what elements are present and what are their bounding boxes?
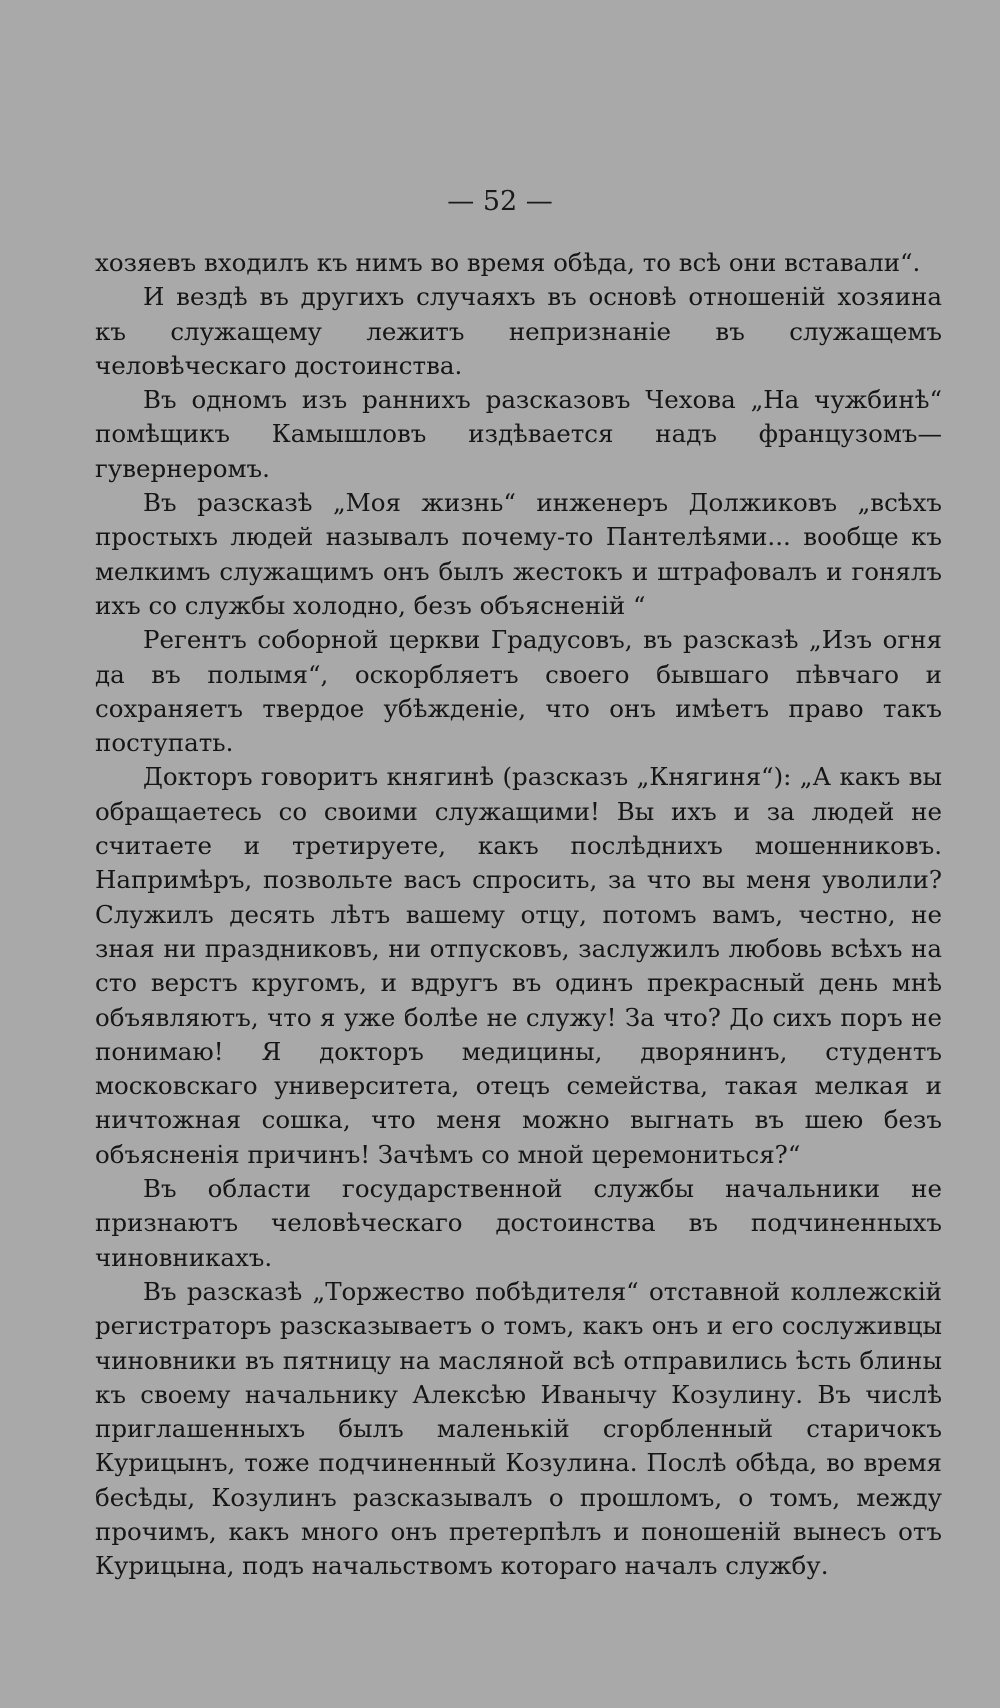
paragraph: Въ разсказѣ „Моя жизнь“ инженеръ Должиковъ „всѣхъ простыхъ людей называлъ почему-то Пантелѣями... вообще къ мелкимъ служащимъ онъ былъ жестокъ и штрафовалъ и гонялъ ихъ со службы холодно, безъ объясненiй “ [95, 488, 942, 620]
paragraph: Въ одномъ изъ раннихъ разсказовъ Чехова „На чужбинѣ“ помѣщикъ Камышловъ издѣвается надъ французомъ—гувернеромъ. [95, 385, 942, 483]
page-number: — 52 — [447, 186, 553, 217]
paragraph: Регентъ соборной церкви Градусовъ, въ разсказѣ „Изъ огня да въ полымя“, оскорбляетъ своего бывшаго пѣвчаго и сохраняетъ твердое убѣжденiе, что онъ имѣетъ право такъ поступать. [95, 625, 942, 758]
paragraph: И вездѣ въ другихъ случаяхъ въ основѣ отношенiй хозяина къ служащему лежитъ непризнанiе въ служащемъ человѣческаго достоинства. [95, 282, 942, 380]
paragraph: Докторъ говоритъ княгинѣ (разсказъ „Княгиня“): „А какъ вы обращаетесь со своими служащими! Вы ихъ и за людей не считаете и третируете, какъ послѣднихъ мошенниковъ. Напримѣръ, позвольте васъ спросить, за что вы меня уволили? Служилъ десять лѣтъ вашему отцу, потомъ вамъ, честно, не зная ни праздниковъ, ни отпусковъ, заслужилъ любовь всѣхъ на сто верстъ кругомъ, и вдругъ въ одинъ прекрасный день мнѣ объявляютъ, что я уже болѣе не служу! За что? До сихъ поръ не понимаю! Я докторъ медицины, дворянинъ, студентъ московскаго университета, отецъ семейства, такая мелкая и ничтожная сошка, что меня можно выгнать въ шею безъ объясненiя причинъ! Зачѣмъ со мной церемониться?“ [95, 762, 942, 1169]
paragraph: Въ разсказѣ „Торжество побѣдителя“ отставной коллежскiй регистраторъ разсказываетъ о томъ, какъ онъ и его сослуживцы чиновники въ пятницу на масляной всѣ отправились ѣсть блины къ своему начальнику Алексѣю Иванычу Козулину. Въ числѣ приглашенныхъ былъ маленькiй сгорбленный старичокъ Курицынъ, тоже подчиненный Козулина. Послѣ обѣда, во время бесѣды, Козулинъ разсказывалъ о прошломъ, о томъ, между прочимъ, какъ много онъ претерпѣлъ и поношенiй вынесъ отъ Курицына, подъ начальствомъ котораго началъ службу. [95, 1276, 942, 1581]
body-text [95, 246, 942, 1584]
paragraph: хозяевъ входилъ къ нимъ во время обѣда, то всѣ они вставали“. [95, 248, 921, 277]
paragraph: Въ области государственной службы начальники не признаютъ человѣческаго достоинства въ подчиненныхъ чиновникахъ. [95, 1174, 942, 1272]
